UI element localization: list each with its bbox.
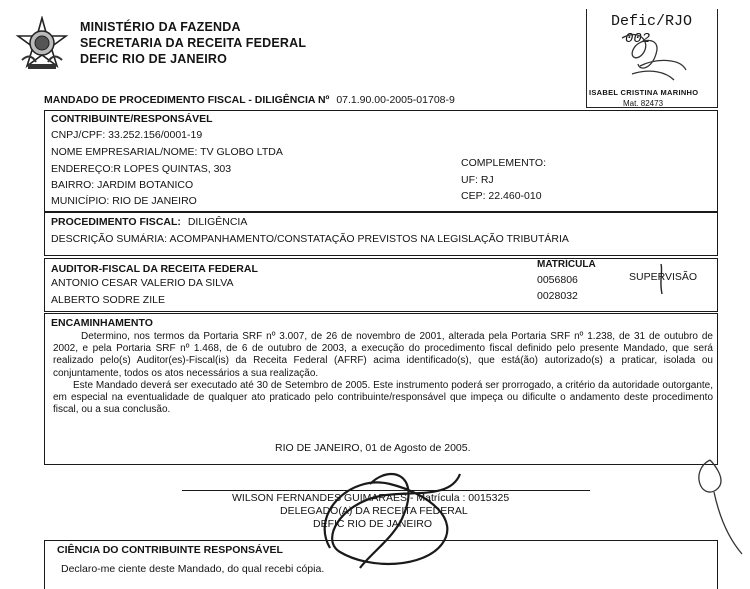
matricula-header: MATRÍCULA bbox=[537, 259, 596, 270]
pen-mark bbox=[654, 262, 668, 296]
encaminhamento-paragraph-2: Este Mandado deverá ser executado até 30 de Setembro de 2005. Este instrumento poderá ser prorrogado, a critério da autoridade outorgante, em especial na eventualidade de qualquer ato praticado pelo contribuinte/responsável que impeça ou dificulte o andamento deste procedimento fiscal, ou a sua conclusão. bbox=[53, 380, 713, 416]
auditores-section bbox=[44, 258, 718, 312]
auditor-matricula: 0028032 bbox=[537, 290, 578, 302]
auditor-role: SUPERVISÃO bbox=[629, 271, 698, 283]
ciencia-title: CIÊNCIA DO CONTRIBUINTE RESPONSÁVEL bbox=[57, 544, 283, 556]
stamp-signature bbox=[610, 28, 710, 84]
city-field: MUNICÍPIO: RIO DE JANEIRO bbox=[51, 195, 197, 207]
cnpj-field: CNPJ/CPF: 33.252.156/0001-19 bbox=[51, 129, 203, 141]
auditor-name: ANTONIO CESAR VALERIO DA SILVA bbox=[51, 277, 234, 289]
secretariat-name: SECRETARIA DA RECEITA FEDERAL bbox=[80, 36, 307, 50]
encaminhamento-section bbox=[44, 313, 718, 465]
zip-field: CEP: 22.460-010 bbox=[461, 190, 542, 202]
auditor-name: ALBERTO SODRE ZILE bbox=[51, 294, 165, 306]
procedimento-section bbox=[44, 212, 718, 256]
auditor-matricula: 0056806 bbox=[537, 274, 578, 286]
procedure-value: DILIGÊNCIA bbox=[187, 216, 248, 228]
office-name: DEFIC RIO DE JANEIRO bbox=[80, 52, 228, 66]
mandado-title bbox=[44, 94, 455, 106]
coat-of-arms-emblem bbox=[14, 16, 70, 72]
signature-rule bbox=[182, 490, 590, 491]
stamp-signer: ISABEL CRISTINA MARINHO bbox=[589, 88, 699, 97]
complement-field: COMPLEMENTO: bbox=[461, 157, 546, 169]
summary-description: DESCRIÇÃO SUMÁRIA: ACOMPANHAMENTO/CONSTATAÇÃO PREVISTOS NA LEGISLAÇÃO TRIBUTÁRIA bbox=[51, 233, 569, 245]
neighborhood-field: BAIRRO: JARDIM BOTANICO bbox=[51, 179, 194, 191]
contribuinte-section bbox=[44, 110, 718, 212]
procedure-label: PROCEDIMENTO FISCAL: bbox=[51, 216, 181, 228]
ciencia-text: Declaro-me ciente deste Mandado, do qual recebi cópia. bbox=[61, 563, 325, 575]
address-field: ENDEREÇO:R LOPES QUINTAS, 303 bbox=[51, 163, 232, 175]
mandado-number: 07.1.90.00-2005-01708-9 bbox=[336, 94, 455, 106]
contribuinte-title: CONTRIBUINTE/RESPONSÁVEL bbox=[51, 113, 213, 125]
encaminhamento-title: ENCAMINHAMENTO bbox=[51, 317, 153, 329]
margin-scribble bbox=[680, 450, 748, 560]
stamp-page-number: 002 bbox=[625, 31, 651, 47]
procedure-line bbox=[51, 216, 247, 228]
mandado-label: MANDADO DE PROCEDIMENTO FISCAL - DILIGÊNCIA Nº bbox=[44, 94, 330, 106]
stamp-office: Defic/RJO bbox=[611, 13, 693, 30]
stamp-matricula: Mat. 82473 bbox=[623, 99, 664, 108]
signatory-title: DELEGADO(A) DA RECEITA FEDERAL bbox=[280, 505, 468, 517]
company-name-field: NOME EMPRESARIAL/NOME: TV GLOBO LTDA bbox=[51, 146, 283, 158]
auditor-title: AUDITOR-FISCAL DA RECEITA FEDERAL bbox=[51, 263, 258, 275]
ciencia-section bbox=[44, 540, 718, 589]
state-field: UF: RJ bbox=[461, 174, 494, 186]
ministry-name: MINISTÉRIO DA FAZENDA bbox=[80, 20, 241, 34]
signatory-name: WILSON FERNANDES GUIMARAES - Matrícula : 0015325 bbox=[232, 492, 510, 504]
encaminhamento-paragraph-1: Determino, nos termos da Portaria SRF nº 3.007, de 26 de novembro de 2001, alterada pela Portaria SRF nº 1.238, de 31 de outubro de 2002, e pela Portaria SRF nº 1.468, de 6 de outubro de 2003, a execução do procedimento fiscal definido pelo presente Mandado, que será realizado pelo(s) Auditor(es)-Fiscal(is) da Receita Federal (AFRF) acima identificado(s), que está(ão) autorizado(s) a praticar, isolada ou conjuntamente, todos os atos necessários a sua realização. bbox=[53, 331, 713, 379]
signatory-office: DEFIC RIO DE JANEIRO bbox=[313, 518, 433, 530]
place-date: RIO DE JANEIRO, 01 de Agosto de 2005. bbox=[275, 442, 471, 454]
